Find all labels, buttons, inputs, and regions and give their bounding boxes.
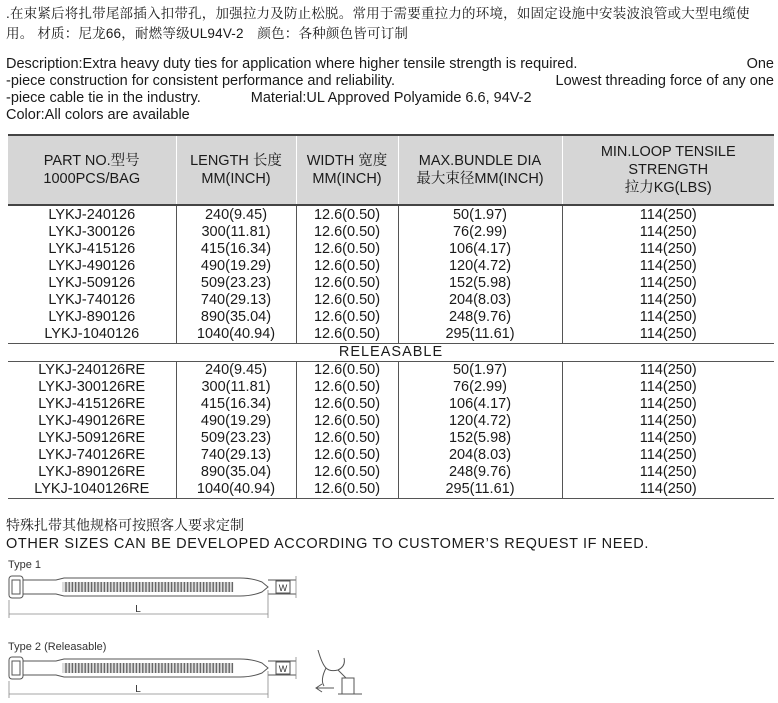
part-no-cell: LYKJ-1040126: [44, 326, 140, 342]
header-tensile: MIN.LOOP TENSILE STRENGTH 拉力KG(LBS): [562, 135, 774, 205]
part-no-cell: LYKJ-240126RE: [38, 362, 146, 378]
releasable-rows: [8, 362, 774, 499]
table-row: [8, 379, 774, 396]
material-text: Material:UL Approved Polyamide 6.6, 94V-2: [250, 90, 532, 106]
length-cell: 740(29.13): [176, 292, 296, 309]
width-cell: 12.6(0.50): [296, 205, 398, 224]
length-cell: 415(16.34): [176, 241, 296, 258]
description-text: Lowest threading force of any one: [555, 73, 774, 89]
tensile-cell: 114(250): [562, 224, 774, 241]
part-no-cell: LYKJ-890126RE: [38, 464, 146, 480]
bundle-dia-cell: 50(1.97): [398, 362, 562, 380]
other-sizes-en: OTHER SIZES CAN BE DEVELOPED ACCORDING TO CUSTOMER’S REQUEST IF NEED.: [6, 536, 649, 552]
table-row: [8, 430, 774, 447]
width-cell: 12.6(0.50): [296, 413, 398, 430]
part-no-cell: LYKJ-415126RE: [38, 396, 146, 412]
table-row: [8, 258, 774, 275]
length-cell: 509(23.23): [176, 275, 296, 292]
width-cell: 12.6(0.50): [296, 292, 398, 309]
tensile-cell: 114(250): [562, 326, 774, 344]
releasable-label: RELEASABLE: [8, 344, 774, 362]
bundle-dia-cell: 295(11.61): [398, 481, 562, 499]
type2-label: Type 2 (Releasable): [8, 641, 107, 653]
description-text: One: [746, 56, 774, 72]
tensile-cell: 114(250): [562, 205, 774, 224]
finger-release-icon: [316, 650, 362, 694]
bundle-dia-cell: 295(11.61): [398, 326, 562, 344]
part-no-cell: LYKJ-300126: [48, 224, 136, 240]
description-block: [6, 56, 774, 124]
width-cell: 12.6(0.50): [296, 447, 398, 464]
bundle-dia-cell: 248(9.76): [398, 309, 562, 326]
table-row: [8, 464, 774, 481]
description-text: -piece cable tie in the industry.: [6, 90, 201, 106]
length-cell: 1040(40.94): [176, 326, 296, 344]
length-cell: 300(11.81): [176, 224, 296, 241]
bundle-dia-cell: 152(5.98): [398, 275, 562, 292]
part-no-cell: LYKJ-300126RE: [38, 379, 146, 395]
width-label: W: [278, 664, 288, 674]
length-cell: 890(35.04): [176, 464, 296, 481]
table-row: [8, 309, 774, 326]
part-no-cell: LYKJ-415126: [48, 241, 136, 257]
width-cell: 12.6(0.50): [296, 241, 398, 258]
description-text: Description:Extra heavy duty ties for application where higher tensile strength is required.: [6, 56, 578, 72]
spec-table: [8, 134, 774, 499]
bundle-dia-cell: 248(9.76): [398, 464, 562, 481]
table-row: [8, 396, 774, 413]
type1-cable-tie-diagram: [0, 568, 300, 626]
width-cell: 12.6(0.50): [296, 481, 398, 499]
header-width: WIDTH 宽度 MM(INCH): [296, 135, 398, 205]
header-part-no: PART NO.型号 1000PCS/BAG: [8, 135, 176, 205]
length-cell: 300(11.81): [176, 379, 296, 396]
part-no-cell: LYKJ-240126: [48, 207, 136, 223]
length-label: L: [135, 684, 141, 695]
bundle-dia-cell: 120(4.72): [398, 413, 562, 430]
width-label: W: [278, 583, 288, 593]
table-row: [8, 481, 774, 499]
length-cell: 415(16.34): [176, 396, 296, 413]
width-cell: 12.6(0.50): [296, 258, 398, 275]
width-cell: 12.6(0.50): [296, 326, 398, 344]
length-cell: 509(23.23): [176, 430, 296, 447]
description-line-4: Color:All colors are available: [6, 107, 190, 123]
width-cell: 12.6(0.50): [296, 379, 398, 396]
standard-rows: [8, 205, 774, 344]
table-row: [8, 447, 774, 464]
table-row: [8, 241, 774, 258]
type2-cable-tie-diagram: [0, 650, 380, 703]
bundle-dia-cell: 120(4.72): [398, 258, 562, 275]
width-cell: 12.6(0.50): [296, 396, 398, 413]
part-no-cell: LYKJ-890126: [48, 309, 136, 325]
type1-label: Type 1: [8, 559, 42, 571]
bundle-dia-cell: 50(1.97): [398, 205, 562, 224]
bundle-dia-cell: 106(4.17): [398, 241, 562, 258]
length-cell: 240(9.45): [176, 205, 296, 224]
releasable-divider: [8, 344, 774, 362]
tensile-cell: 114(250): [562, 447, 774, 464]
width-cell: 12.6(0.50): [296, 430, 398, 447]
description-line-2: [6, 73, 774, 90]
table-row: [8, 326, 774, 344]
description-line-3: [6, 90, 774, 107]
table-row: [8, 205, 774, 224]
table-header-row: [8, 135, 774, 205]
table-row: [8, 413, 774, 430]
tensile-cell: 114(250): [562, 241, 774, 258]
header-bundle-dia: MAX.BUNDLE DIA 最大束径MM(INCH): [398, 135, 562, 205]
tensile-cell: 114(250): [562, 275, 774, 292]
description-line-1: [6, 56, 774, 73]
tensile-cell: 114(250): [562, 362, 774, 380]
part-no-cell: LYKJ-740126: [48, 292, 136, 308]
part-no-cell: LYKJ-490126: [48, 258, 136, 274]
tensile-cell: 114(250): [562, 258, 774, 275]
width-cell: 12.6(0.50): [296, 464, 398, 481]
bundle-dia-cell: 76(2.99): [398, 379, 562, 396]
tensile-cell: 114(250): [562, 292, 774, 309]
tensile-cell: 114(250): [562, 430, 774, 447]
part-no-cell: LYKJ-1040126RE: [8, 481, 176, 499]
length-cell: 890(35.04): [176, 309, 296, 326]
intro-chinese: .在束紧后将扎带尾部插入扣带孔，加强拉力及防止松脱。常用于需要重拉力的环境，如固定设施中安装波浪管或大型电缆使用。 材质：尼龙66，耐燃等级UL94V-2 颜色：各种颜色皆可订制: [6, 6, 750, 41]
length-cell: 1040(40.94): [176, 481, 296, 499]
part-no-cell: LYKJ-740126RE: [38, 447, 146, 463]
description-text: -piece construction for consistent performance and reliability.: [6, 73, 396, 89]
bundle-dia-cell: 204(8.03): [398, 447, 562, 464]
bundle-dia-cell: 106(4.17): [398, 396, 562, 413]
tensile-cell: 114(250): [562, 379, 774, 396]
table-row: [8, 362, 774, 380]
length-label: L: [135, 604, 141, 615]
width-cell: 12.6(0.50): [296, 224, 398, 241]
other-sizes-note: [6, 516, 649, 554]
tensile-cell: 114(250): [562, 396, 774, 413]
part-no-cell: LYKJ-509126RE: [38, 430, 146, 446]
table-row: [8, 275, 774, 292]
length-cell: 490(19.29): [176, 413, 296, 430]
other-sizes-cn: 特殊扎带其他规格可按照客人要求定制: [6, 517, 244, 533]
part-no-cell: LYKJ-490126RE: [38, 413, 146, 429]
width-cell: 12.6(0.50): [296, 309, 398, 326]
bundle-dia-cell: 76(2.99): [398, 224, 562, 241]
tensile-cell: 114(250): [562, 309, 774, 326]
tensile-cell: 114(250): [562, 413, 774, 430]
tensile-cell: 114(250): [562, 464, 774, 481]
length-cell: 240(9.45): [176, 362, 296, 380]
table-row: [8, 292, 774, 309]
bundle-dia-cell: 204(8.03): [398, 292, 562, 309]
length-cell: 490(19.29): [176, 258, 296, 275]
bundle-dia-cell: 152(5.98): [398, 430, 562, 447]
length-cell: 740(29.13): [176, 447, 296, 464]
header-length: LENGTH 长度 MM(INCH): [176, 135, 296, 205]
table-row: [8, 224, 774, 241]
width-cell: 12.6(0.50): [296, 275, 398, 292]
part-no-cell: LYKJ-509126: [48, 275, 136, 291]
width-cell: 12.6(0.50): [296, 362, 398, 380]
tensile-cell: 114(250): [562, 481, 774, 499]
